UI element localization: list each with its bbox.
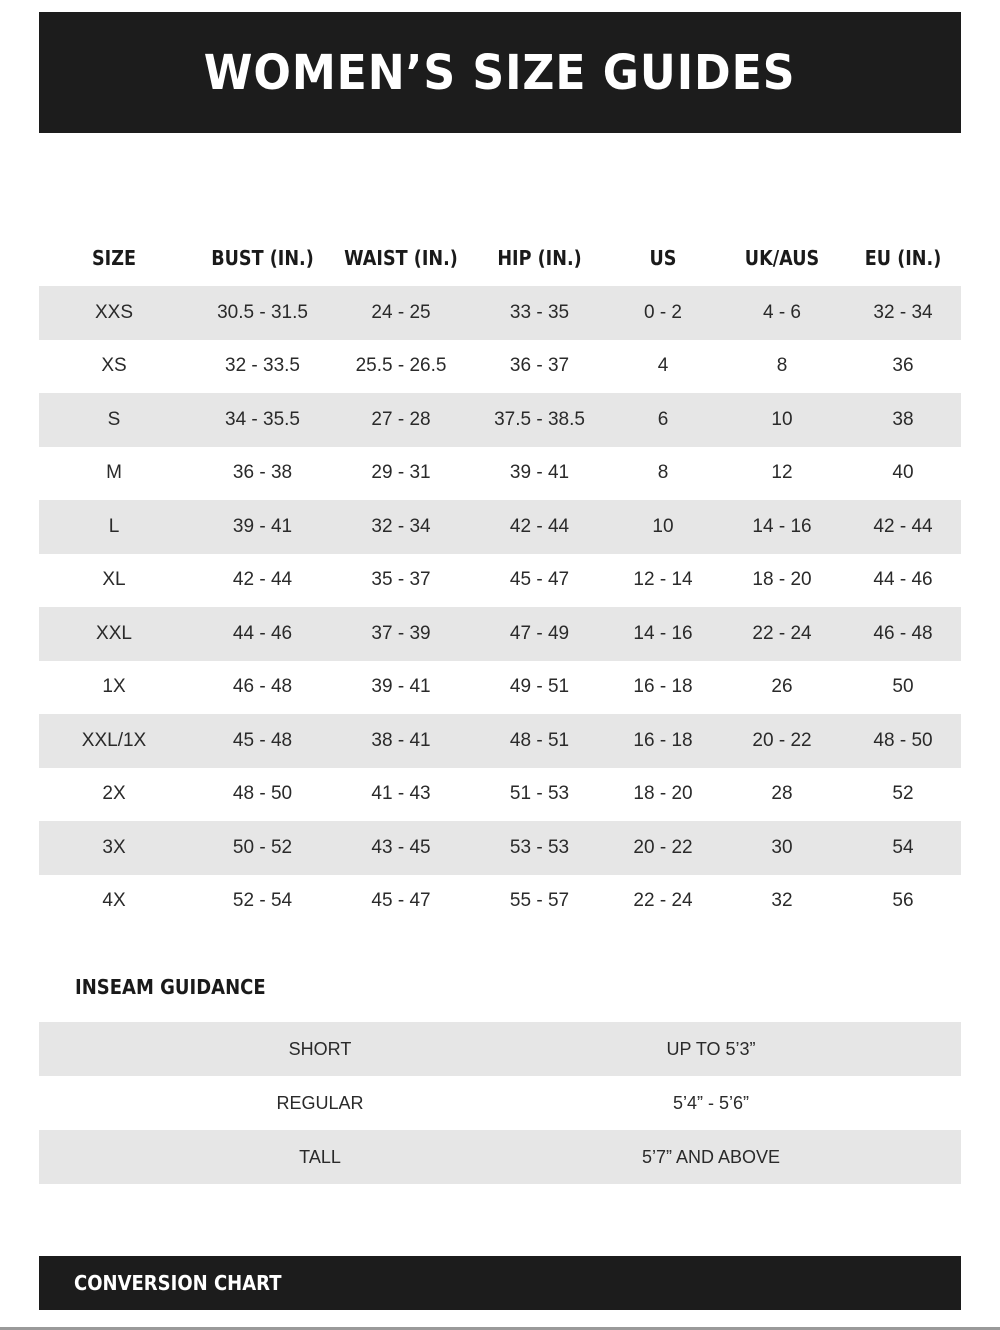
cell-size: XXL/1X <box>81 729 147 751</box>
cell-waist: 38 - 41 <box>371 729 431 751</box>
cell-eu: 32 - 34 <box>873 301 933 323</box>
cell-waist: 43 - 45 <box>371 836 431 858</box>
page-title: WOMEN’S SIZE GUIDES <box>204 44 796 101</box>
inseam-table <box>39 1022 961 1184</box>
inseam-label: TALL <box>299 1146 341 1167</box>
cell-size: XXL <box>96 622 132 644</box>
inseam-label: REGULAR <box>276 1092 364 1113</box>
cell-uk-aus: 20 - 22 <box>752 729 812 751</box>
cell-waist: 37 - 39 <box>371 622 431 644</box>
size-table-header <box>39 229 961 286</box>
cell-size: XL <box>102 569 126 591</box>
cell-bust: 44 - 46 <box>232 622 293 644</box>
cell-waist: 45 - 47 <box>371 890 431 912</box>
cell-hip: 48 - 51 <box>509 729 570 751</box>
cell-uk-aus: 18 - 20 <box>752 569 812 591</box>
cell-waist: 29 - 31 <box>371 462 431 484</box>
header-bust: BUST (IN.) <box>211 245 314 270</box>
table-row <box>39 607 961 661</box>
header-eu: EU (IN.) <box>864 245 942 270</box>
cell-hip: 53 - 53 <box>509 836 570 858</box>
cell-size: 3X <box>102 836 126 858</box>
cell-us: 16 - 18 <box>633 676 693 698</box>
cell-uk-aus: 14 - 16 <box>752 515 812 537</box>
table-row <box>39 554 961 608</box>
cell-eu: 42 - 44 <box>873 515 933 537</box>
cell-hip: 39 - 41 <box>509 462 570 484</box>
cell-hip: 33 - 35 <box>509 301 570 323</box>
cell-bust: 32 - 33.5 <box>225 355 300 377</box>
table-row <box>39 286 961 340</box>
cell-eu: 44 - 46 <box>873 569 933 591</box>
size-table <box>39 229 961 928</box>
table-row <box>39 393 961 447</box>
cell-uk-aus: 8 <box>776 355 788 377</box>
cell-us: 14 - 16 <box>633 622 693 644</box>
table-row <box>39 768 961 822</box>
cell-us: 16 - 18 <box>633 729 693 751</box>
cell-hip: 55 - 57 <box>509 890 570 912</box>
conversion-chart-banner <box>39 1256 961 1310</box>
table-row <box>39 340 961 394</box>
inseam-value: 5’4” - 5’6” <box>672 1092 750 1113</box>
cell-uk-aus: 10 <box>771 408 793 430</box>
inseam-row <box>39 1076 961 1130</box>
table-row <box>39 714 961 768</box>
cell-uk-aus: 4 - 6 <box>762 301 802 323</box>
cell-us: 20 - 22 <box>633 836 693 858</box>
cell-eu: 46 - 48 <box>873 622 933 644</box>
cell-bust: 34 - 35.5 <box>225 408 300 430</box>
header-us: US <box>649 245 677 270</box>
cell-waist: 24 - 25 <box>371 301 431 323</box>
cell-bust: 50 - 52 <box>232 836 293 858</box>
cell-bust: 36 - 38 <box>232 462 293 484</box>
cell-us: 10 <box>652 515 674 537</box>
inseam-heading: INSEAM GUIDANCE <box>75 975 266 999</box>
cell-eu: 52 <box>892 783 914 805</box>
inseam-row <box>39 1022 961 1076</box>
cell-eu: 38 <box>892 408 914 430</box>
cell-size: L <box>108 515 120 537</box>
size-table-body <box>39 286 961 928</box>
cell-hip: 47 - 49 <box>509 622 570 644</box>
header-uk-aus: UK/AUS <box>744 245 820 270</box>
table-row <box>39 821 961 875</box>
inseam-label: SHORT <box>288 1038 352 1059</box>
cell-eu: 48 - 50 <box>873 729 933 751</box>
table-row <box>39 661 961 715</box>
cell-uk-aus: 26 <box>771 676 793 698</box>
conversion-chart-heading: CONVERSION CHART <box>74 1271 282 1295</box>
cell-waist: 39 - 41 <box>371 676 431 698</box>
cell-us: 0 - 2 <box>643 301 683 323</box>
cell-waist: 27 - 28 <box>371 408 431 430</box>
cell-us: 4 <box>657 355 669 377</box>
table-row <box>39 500 961 554</box>
cell-bust: 42 - 44 <box>232 569 293 591</box>
cell-uk-aus: 22 - 24 <box>752 622 812 644</box>
cell-hip: 49 - 51 <box>509 676 570 698</box>
cell-bust: 45 - 48 <box>232 729 293 751</box>
cell-eu: 50 <box>892 676 914 698</box>
cell-bust: 46 - 48 <box>232 676 293 698</box>
table-row <box>39 875 961 929</box>
cell-waist: 32 - 34 <box>371 515 431 537</box>
header-size: SIZE <box>91 245 136 270</box>
cell-us: 12 - 14 <box>633 569 693 591</box>
cell-uk-aus: 30 <box>771 836 793 858</box>
cell-size: 1X <box>102 676 126 698</box>
cell-eu: 54 <box>892 836 914 858</box>
cell-hip: 36 - 37 <box>509 355 570 377</box>
cell-uk-aus: 28 <box>771 783 793 805</box>
cell-hip: 51 - 53 <box>509 783 570 805</box>
title-banner <box>39 12 961 133</box>
cell-us: 22 - 24 <box>633 890 693 912</box>
cell-waist: 25.5 - 26.5 <box>355 355 447 377</box>
header-hip: HIP (IN.) <box>497 245 582 270</box>
cell-bust: 52 - 54 <box>232 890 293 912</box>
cell-size: 2X <box>102 783 126 805</box>
cell-eu: 40 <box>892 462 914 484</box>
cell-size: M <box>106 462 122 484</box>
cell-uk-aus: 32 <box>771 890 793 912</box>
inseam-value: UP TO 5’3” <box>666 1038 756 1059</box>
cell-eu: 36 <box>892 355 914 377</box>
inseam-row <box>39 1130 961 1184</box>
cell-size: XXS <box>94 301 134 323</box>
cell-eu: 56 <box>892 890 914 912</box>
header-waist: WAIST (IN.) <box>344 245 458 270</box>
cell-waist: 41 - 43 <box>371 783 431 805</box>
cell-size: S <box>107 408 121 430</box>
cell-size: XS <box>101 355 127 377</box>
cell-bust: 39 - 41 <box>232 515 293 537</box>
cell-hip: 42 - 44 <box>509 515 570 537</box>
cell-us: 8 <box>657 462 669 484</box>
table-row <box>39 447 961 501</box>
cell-hip: 37.5 - 38.5 <box>494 408 585 430</box>
cell-hip: 45 - 47 <box>509 569 570 591</box>
cell-bust: 30.5 - 31.5 <box>217 301 308 323</box>
cell-us: 6 <box>657 408 669 430</box>
cell-waist: 35 - 37 <box>371 569 431 591</box>
inseam-value: 5’7” AND ABOVE <box>641 1146 781 1167</box>
cell-uk-aus: 12 <box>771 462 793 484</box>
cell-bust: 48 - 50 <box>232 783 293 805</box>
cell-size: 4X <box>102 890 126 912</box>
cell-us: 18 - 20 <box>633 783 693 805</box>
